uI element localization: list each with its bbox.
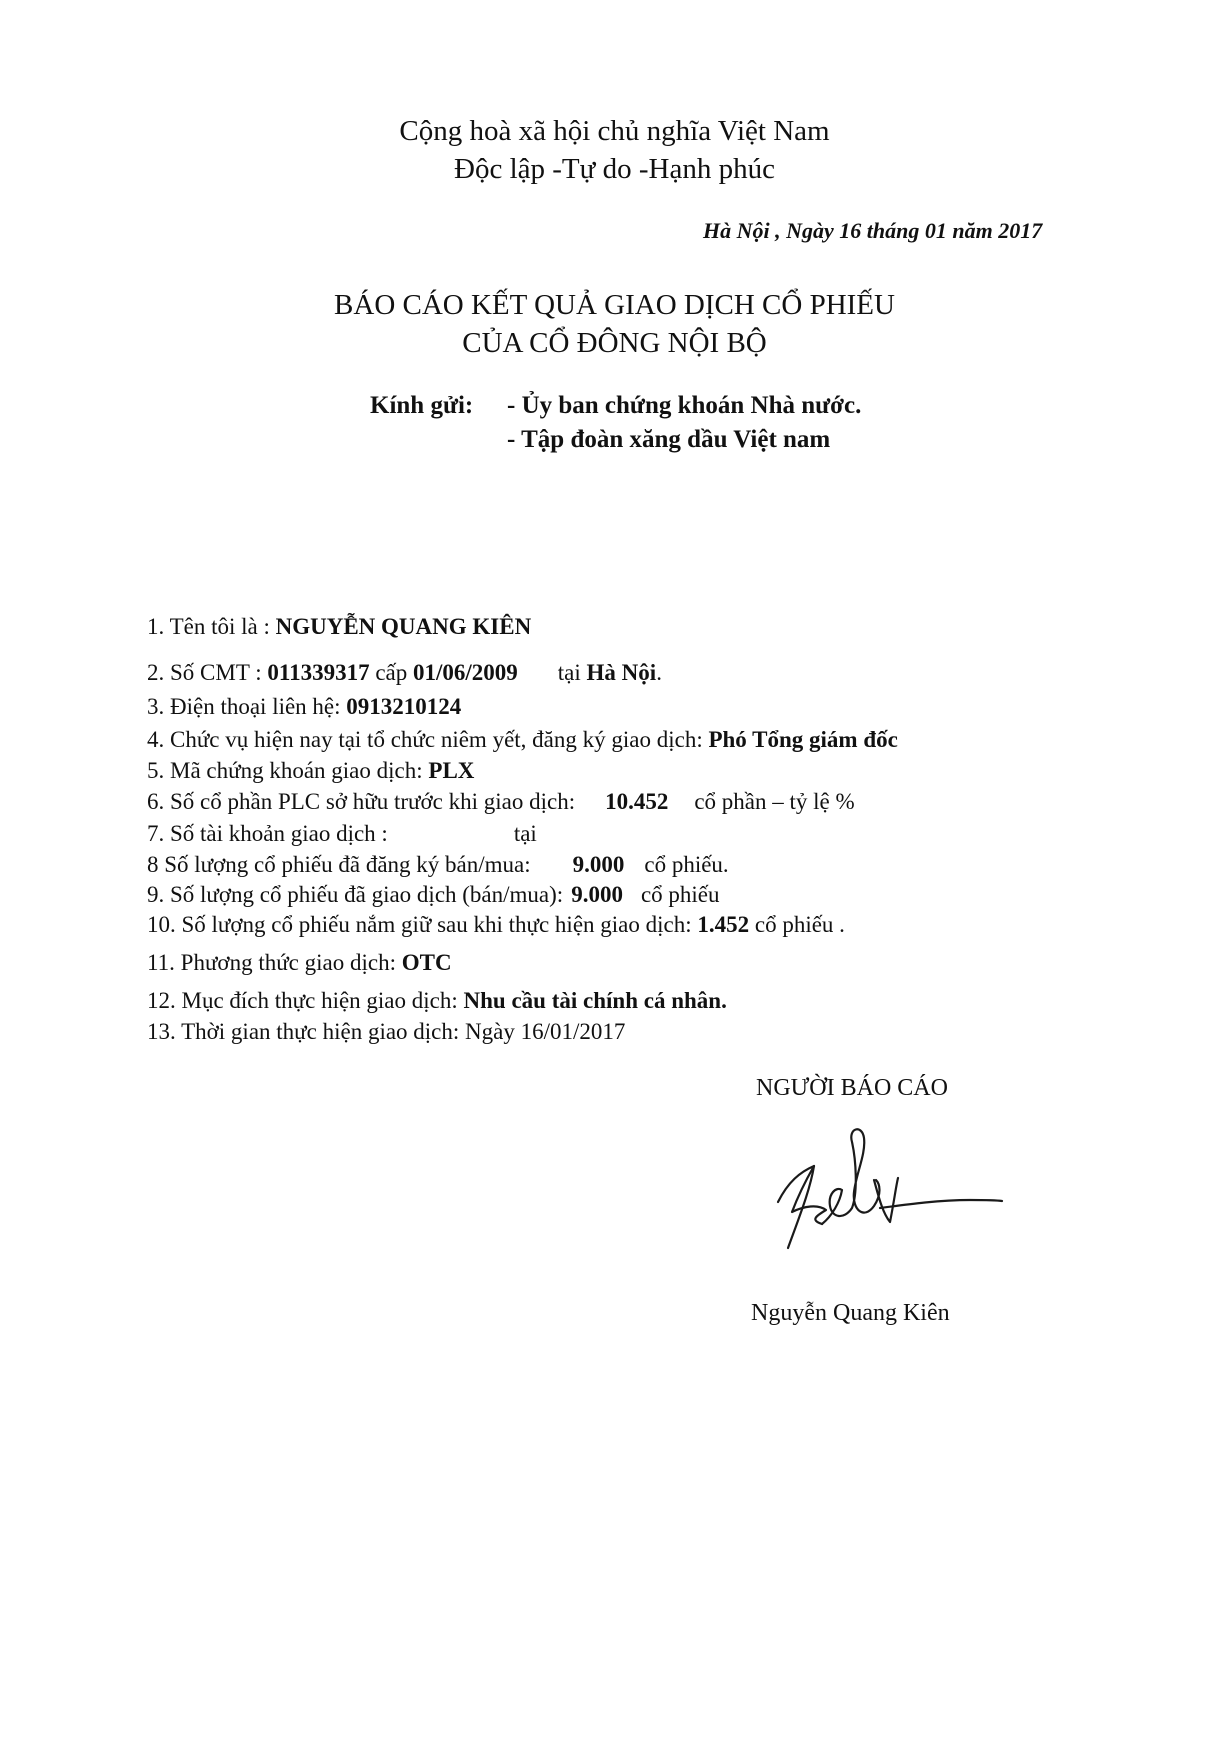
item-prefix: 10. Số lượng cổ phiếu nắm giữ sau khi thực hiện giao dịch: xyxy=(147,912,698,937)
place: Hà Nội xyxy=(586,660,657,685)
item-traded xyxy=(147,882,720,908)
national-motto: Độc lập -Tự do -Hạnh phúc xyxy=(454,153,775,185)
issue-date: 01/06/2009 xyxy=(413,660,518,685)
item-purpose xyxy=(147,988,727,1014)
item-suffix: cổ phiếu xyxy=(640,882,720,907)
item-prefix: 12. Mục đích thực hiện giao dịch: xyxy=(147,988,464,1013)
item-suffix: tại xyxy=(513,821,537,846)
item-prefix: 3. Điện thoại liên hệ: xyxy=(147,694,347,719)
item-value: Nhu cầu tài chính cá nhân. xyxy=(463,988,727,1013)
place-label: tại xyxy=(557,660,581,685)
signer-name: Nguyễn Quang Kiên xyxy=(751,1300,950,1326)
item-prefix: 1. Tên tôi là : xyxy=(147,614,276,639)
item-prefix: 2. Số CMT : xyxy=(147,660,268,685)
item-prefix: 13. Thời gian thực hiện giao dịch: xyxy=(147,1019,466,1044)
date-line: Hà Nội , Ngày 16 tháng 01 năm 2017 xyxy=(703,218,1043,243)
item-prefix: 6. Số cổ phần PLC sở hữu trước khi giao dịch: xyxy=(147,789,576,814)
handwritten-signature xyxy=(770,1120,1010,1270)
item-account xyxy=(147,821,537,847)
item-shares-after xyxy=(147,912,845,938)
item-value: 9.000 xyxy=(571,882,623,907)
item-value: OTC xyxy=(401,950,452,975)
report-title: BÁO CÁO KẾT QUẢ GIAO DỊCH CỔ PHIẾU xyxy=(334,289,895,321)
national-title: Cộng hoà xã hội chủ nghĩa Việt Nam xyxy=(399,115,830,147)
item-prefix: 5. Mã chứng khoán giao dịch: xyxy=(147,758,429,783)
item-value: 9.000 xyxy=(572,852,625,877)
item-value: PLX xyxy=(428,758,475,783)
item-name xyxy=(147,614,531,640)
item-value: 1.452 xyxy=(697,912,750,937)
item-method xyxy=(147,950,452,976)
issue-label: cấp xyxy=(375,660,408,685)
recipients-label: Kính gửi: xyxy=(370,392,474,419)
item-registered xyxy=(147,852,729,878)
item-prefix: 7. Số tài khoản giao dịch : xyxy=(147,821,388,846)
item-value: Ngày 16/01/2017 xyxy=(465,1019,626,1044)
item-value: 10.452 xyxy=(605,789,669,814)
recipient-2: - Tập đoàn xăng dầu Việt nam xyxy=(507,426,831,453)
item-ticker xyxy=(147,758,474,784)
recipient-1: - Ủy ban chứng khoán Nhà nước. xyxy=(507,392,862,419)
item-value: Phó Tổng giám đốc xyxy=(708,727,898,752)
id-number: 011339317 xyxy=(267,660,370,685)
item-suffix: cổ phiếu. xyxy=(644,852,729,877)
item-suffix: cổ phiếu . xyxy=(749,912,845,937)
item-prefix: 8 Số lượng cổ phiếu đã đăng ký bán/mua: xyxy=(147,852,531,877)
report-subtitle: CỦA CỔ ĐÔNG NỘI BỘ xyxy=(462,327,767,359)
item-shares-before xyxy=(147,789,855,815)
item-id-card xyxy=(147,660,662,686)
item-date xyxy=(147,1019,625,1045)
item-phone xyxy=(147,694,461,720)
item-suffix: . xyxy=(656,660,662,685)
signature-title: NGƯỜI BÁO CÁO xyxy=(756,1075,948,1101)
item-suffix: cổ phần – tỷ lệ % xyxy=(694,789,855,814)
item-prefix: 11. Phương thức giao dịch: xyxy=(147,950,402,975)
item-prefix: 9. Số lượng cổ phiếu đã giao dịch (bán/mua): xyxy=(147,882,564,907)
item-position xyxy=(147,727,898,753)
item-value: 0913210124 xyxy=(346,694,462,719)
item-value: NGUYỄN QUANG KIÊN xyxy=(275,614,532,639)
item-prefix: 4. Chức vụ hiện nay tại tổ chức niêm yết, đăng ký giao dịch: xyxy=(147,727,709,752)
